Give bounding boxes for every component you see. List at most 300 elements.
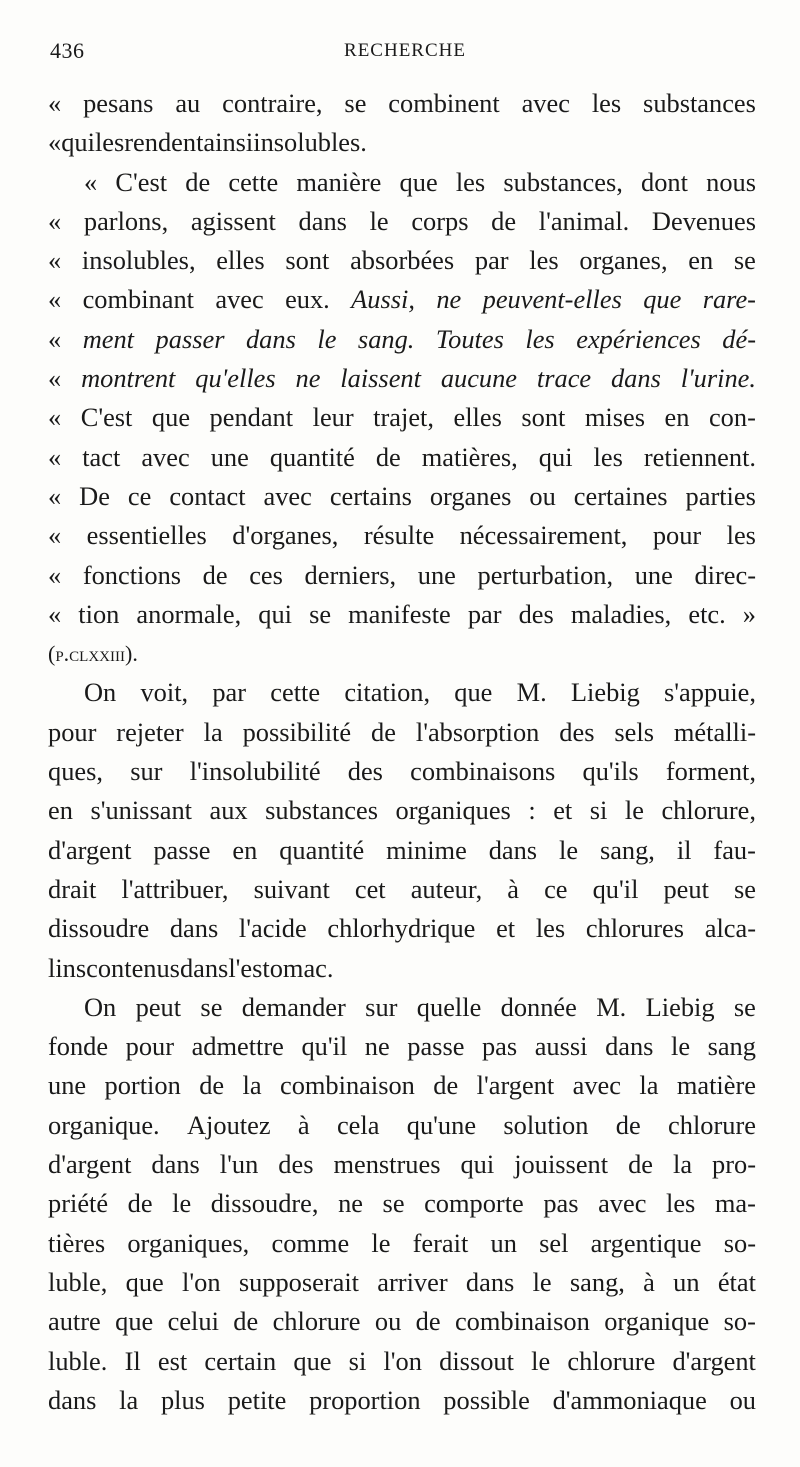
word: anormale,: [136, 598, 242, 629]
word: derniers,: [304, 559, 397, 590]
word: «: [48, 284, 62, 315]
word: chlorhydrique: [327, 913, 476, 944]
word: tières: [48, 1227, 106, 1258]
text-line: [48, 1184, 756, 1223]
word: retiennent.: [643, 441, 756, 472]
text-line: [48, 359, 756, 398]
word: arriver: [377, 1266, 448, 1297]
word: au: [175, 88, 201, 118]
word: suivant: [253, 873, 330, 904]
word: pas: [481, 1031, 518, 1062]
word: combinaisons: [410, 756, 556, 787]
word: se: [344, 88, 367, 118]
word: organiques: [395, 795, 511, 826]
word: l'insolubilité: [189, 756, 321, 787]
word: :: [528, 795, 536, 826]
word: auteur,: [410, 873, 483, 904]
text-line: [48, 398, 756, 437]
word: sel: [539, 1227, 569, 1258]
word: résulte: [363, 520, 435, 551]
word: maladies,: [570, 598, 672, 629]
word: sang,: [569, 1266, 625, 1297]
word: des: [559, 716, 595, 747]
word: possible: [443, 1384, 530, 1415]
word: manière: [296, 166, 382, 197]
word: ce: [127, 480, 152, 511]
word: elles: [216, 245, 265, 276]
word: dissoudre: [48, 913, 150, 944]
word: comporte: [424, 1188, 524, 1219]
word: dans: [605, 1031, 654, 1062]
word: des: [278, 1149, 314, 1180]
word: dans: [610, 363, 661, 394]
word: des: [347, 756, 383, 787]
word: alca-: [704, 913, 756, 944]
word: de: [491, 205, 517, 236]
word: sont: [521, 402, 566, 433]
word: qui: [538, 441, 573, 472]
word: parties: [685, 480, 756, 511]
word: à: [297, 1109, 310, 1140]
word: solution: [503, 1109, 589, 1140]
word: à: [643, 1266, 655, 1297]
text-line: [48, 1381, 756, 1420]
word: passe: [153, 834, 211, 865]
word: en: [688, 245, 714, 276]
word: combinaison: [454, 1306, 590, 1337]
word: ques,: [48, 756, 103, 787]
word: certains: [329, 480, 412, 511]
text-line: [48, 988, 756, 1027]
word: par: [467, 598, 502, 629]
word: les: [529, 245, 559, 276]
word: argentique: [590, 1227, 702, 1258]
word: corps: [411, 205, 469, 236]
word: jouissent: [514, 1149, 609, 1180]
word: en: [232, 834, 258, 865]
word: avec: [141, 441, 190, 472]
word: On: [84, 677, 117, 708]
word: d'argent: [48, 834, 132, 865]
word: luble.: [48, 1345, 108, 1376]
word: «: [48, 559, 62, 590]
word: fonde: [48, 1031, 109, 1062]
word: l'acide: [238, 913, 307, 944]
word: pesans: [83, 88, 154, 118]
word: qu'ils: [582, 756, 639, 787]
word: se: [733, 245, 756, 276]
word: substances,: [503, 166, 623, 197]
word: de: [185, 166, 211, 197]
word: etc.: [688, 598, 726, 629]
word: «: [48, 598, 62, 629]
word: le: [670, 1031, 691, 1062]
word: so-: [723, 1227, 756, 1258]
word: dissoudre,: [210, 1188, 319, 1219]
word: laissent: [340, 363, 421, 394]
text-line: [48, 752, 756, 791]
word: il: [676, 834, 692, 865]
word: pour: [652, 520, 702, 551]
word: les: [525, 323, 555, 354]
word: l'on: [383, 1345, 422, 1376]
word: (p.: [48, 641, 70, 667]
word: de: [199, 1070, 225, 1101]
word: avec: [521, 88, 570, 118]
word: so-: [723, 1306, 756, 1337]
word: dans: [48, 1384, 97, 1415]
word: pendant: [209, 402, 294, 433]
word: le: [317, 323, 337, 354]
word: rare-: [702, 284, 756, 315]
word: combinent: [388, 88, 500, 118]
word: avec: [598, 1188, 647, 1219]
word: M.: [516, 677, 547, 708]
word: comme: [271, 1227, 350, 1258]
word: sont: [285, 245, 330, 276]
word: Il: [124, 1345, 141, 1376]
text-line: [48, 634, 756, 673]
word: que: [399, 166, 438, 197]
word: tion: [78, 598, 120, 629]
text-line: [48, 556, 756, 595]
word: se: [382, 1188, 405, 1219]
word: absorbées: [350, 245, 455, 276]
word: l'attribuer,: [121, 873, 229, 904]
word: d'organes,: [232, 520, 339, 551]
word: admettre: [191, 1031, 284, 1062]
word: organes: [429, 480, 512, 511]
word: le: [532, 1266, 552, 1297]
word: les: [726, 520, 756, 551]
word: «: [48, 402, 62, 433]
word: sang.: [357, 323, 415, 354]
word: ne: [338, 1188, 363, 1219]
word: «: [48, 441, 62, 472]
word: sur: [130, 756, 163, 787]
word: cette: [270, 677, 321, 708]
word: l'on: [182, 1266, 221, 1297]
word: Toutes: [435, 323, 504, 354]
word: chlorure: [567, 1345, 656, 1376]
word: chlorure: [668, 1109, 756, 1140]
word: que: [454, 677, 493, 708]
word: la: [639, 1070, 659, 1101]
word: une: [417, 559, 456, 590]
word: fonctions: [82, 559, 182, 590]
word: dé-: [722, 323, 756, 354]
word: organiques,: [127, 1227, 250, 1258]
word: chlorures: [585, 913, 685, 944]
word: ment: [82, 323, 135, 354]
word: «: [48, 363, 62, 394]
word: possibilité: [242, 716, 352, 747]
word: la: [242, 1070, 262, 1101]
word: autre: [48, 1306, 101, 1337]
word: un: [490, 1227, 517, 1258]
word: une: [634, 559, 673, 590]
word: les: [665, 1188, 696, 1219]
word: «: [48, 205, 62, 236]
text-line: [48, 1027, 756, 1066]
word: qu'une: [406, 1109, 477, 1140]
word: la: [672, 1149, 693, 1180]
word: passe: [407, 1031, 465, 1062]
word: pas: [543, 1188, 579, 1219]
word: «: [48, 127, 62, 158]
word: dans: [179, 952, 229, 983]
text-line: [48, 831, 756, 870]
word: est: [157, 1345, 188, 1376]
word: peut: [663, 873, 709, 904]
word: portion: [104, 1070, 181, 1101]
word: l'estomac.: [228, 952, 334, 983]
word: De: [79, 480, 110, 511]
word: Aussi,: [351, 284, 415, 315]
word: citation,: [344, 677, 431, 708]
word: l'urine.: [680, 363, 756, 394]
running-head: [50, 38, 760, 72]
word: en: [664, 402, 690, 433]
word: l'absorption: [415, 716, 540, 747]
page-number: 436: [50, 38, 85, 63]
word: avec: [263, 480, 312, 511]
word: contact: [169, 480, 246, 511]
word: et: [553, 795, 573, 826]
word: pour: [125, 1031, 175, 1062]
word: de: [127, 1188, 153, 1219]
word: «: [48, 245, 62, 276]
word: parlons,: [83, 205, 169, 236]
word: fau-: [713, 834, 756, 865]
word: les: [591, 88, 622, 118]
word: Ajoutez: [187, 1109, 271, 1140]
word: celui: [167, 1306, 219, 1337]
text-line: [48, 477, 756, 516]
word: dans: [298, 205, 347, 236]
word: ferait: [412, 1227, 469, 1258]
word: l'argent: [476, 1070, 555, 1101]
word: pour: [48, 716, 97, 747]
word: «: [84, 166, 98, 197]
word: eux.: [285, 284, 330, 315]
text-line: [48, 673, 756, 712]
word: menstrues: [333, 1149, 441, 1180]
word: qui: [460, 1149, 495, 1180]
word: se: [734, 873, 756, 904]
word: matière: [676, 1070, 756, 1101]
word: que: [151, 402, 191, 433]
word: demander: [241, 991, 346, 1022]
word: l'animal.: [538, 205, 630, 236]
text-line: [48, 595, 756, 634]
word: C'est: [115, 166, 168, 197]
word: contenus: [86, 952, 180, 983]
text-line: [48, 1066, 756, 1105]
text-line: [48, 870, 756, 909]
word: «: [48, 323, 62, 354]
word: le: [624, 795, 644, 826]
word: dont: [641, 166, 688, 197]
word: trajet,: [373, 402, 434, 433]
word: tact: [82, 441, 121, 472]
text-line: [48, 949, 756, 988]
word: d'argent: [672, 1345, 756, 1376]
word: peut: [135, 991, 182, 1022]
text-line: [48, 1263, 756, 1302]
word: de: [233, 1306, 259, 1337]
word: M.: [596, 991, 627, 1022]
word: qu'il: [592, 873, 639, 904]
text-line: [48, 1342, 756, 1381]
text-line: [48, 791, 756, 830]
word: qu'elles: [195, 363, 276, 394]
word: les: [94, 127, 125, 158]
word: sang,: [599, 834, 655, 865]
word: état: [717, 1266, 756, 1297]
word: substances: [643, 88, 756, 118]
word: «: [48, 520, 62, 551]
word: aussi: [534, 1031, 588, 1062]
word: quantité: [279, 834, 365, 865]
word: de: [433, 1070, 459, 1101]
word: de: [615, 1109, 641, 1140]
word: cet: [354, 873, 386, 904]
word: de: [628, 1149, 653, 1180]
word: «: [48, 480, 62, 511]
word: agissent: [190, 205, 276, 236]
word: rejeter: [116, 716, 184, 747]
word: se: [309, 598, 332, 629]
word: direc-: [694, 559, 756, 590]
word: ou: [529, 480, 556, 511]
word: Liebig: [570, 677, 640, 708]
word: dissout: [439, 1345, 514, 1376]
word: d'ammoniaque: [552, 1384, 707, 1415]
word: proportion: [309, 1384, 421, 1415]
word: se: [200, 991, 223, 1022]
word: quantité: [269, 441, 355, 472]
word: matières,: [421, 441, 518, 472]
text-line: [48, 1106, 756, 1145]
word: qui: [61, 127, 95, 158]
word: quelle: [416, 991, 482, 1022]
word: mises: [584, 402, 646, 433]
text-line: [48, 713, 756, 752]
word: aux: [209, 795, 248, 826]
word: des: [518, 598, 554, 629]
word: organique: [604, 1306, 710, 1337]
word: voit,: [140, 677, 189, 708]
word: ou: [374, 1306, 402, 1337]
text-line: [48, 438, 756, 477]
word: aucune: [440, 363, 518, 394]
word: combinant: [82, 284, 194, 315]
word: »: [742, 598, 756, 629]
word: que: [643, 284, 682, 315]
word: donnée: [500, 991, 577, 1022]
word: par: [212, 677, 247, 708]
word: certain: [204, 1345, 277, 1376]
word: métalli-: [673, 716, 756, 747]
word: si: [348, 1345, 367, 1376]
word: On: [84, 991, 117, 1022]
word: la: [119, 1384, 139, 1415]
running-title: RECHERCHE: [344, 40, 466, 61]
text-line: [48, 909, 756, 948]
text-line: [48, 241, 756, 280]
word: certaines: [573, 480, 668, 511]
word: cette: [228, 166, 279, 197]
word: leur: [312, 402, 354, 433]
word: ne: [364, 1031, 390, 1062]
word: dans: [169, 913, 219, 944]
word: dans: [488, 834, 538, 865]
word: ainsi: [203, 127, 254, 158]
word: montrent: [81, 363, 176, 394]
text-line: [48, 84, 756, 123]
word: ce: [544, 873, 568, 904]
word: le: [531, 1345, 551, 1376]
text-line: [48, 163, 756, 202]
word: minime: [386, 834, 467, 865]
word: que: [293, 1345, 332, 1376]
word: ne: [436, 284, 462, 315]
word: clxxiii).: [69, 641, 138, 667]
word: une: [48, 1070, 87, 1101]
text-line: [48, 123, 756, 162]
word: le: [558, 834, 579, 865]
word: qui: [258, 598, 293, 629]
text-line: [48, 202, 756, 241]
word: s'unissant: [90, 795, 192, 826]
text-line: [48, 320, 756, 359]
word: s'appuie,: [664, 677, 756, 708]
word: si: [589, 795, 608, 826]
word: Devenues: [651, 205, 756, 236]
word: qu'il: [301, 1031, 348, 1062]
word: par: [474, 245, 509, 276]
word: manifeste: [348, 598, 451, 629]
body-text: [48, 84, 756, 1420]
word: combinaison: [280, 1070, 415, 1101]
word: de: [371, 716, 396, 747]
word: d'argent: [48, 1149, 132, 1180]
word: elles: [453, 402, 502, 433]
word: à: [507, 873, 519, 904]
word: les: [593, 441, 623, 472]
word: forment,: [665, 756, 756, 787]
word: passer: [155, 323, 225, 354]
word: de: [415, 1306, 441, 1337]
word: drait: [48, 873, 97, 904]
text-line: [48, 280, 756, 319]
word: con-: [708, 402, 756, 433]
word: avec: [572, 1070, 621, 1101]
word: que: [125, 1266, 164, 1297]
word: se: [733, 991, 756, 1022]
word: que: [115, 1306, 154, 1337]
word: perturbation,: [477, 559, 614, 590]
word: contraire,: [222, 88, 323, 118]
text-line: [48, 1224, 756, 1263]
text-line: [48, 1302, 756, 1341]
word: nécessairement,: [459, 520, 628, 551]
word: le: [172, 1188, 192, 1219]
word: cela: [336, 1109, 380, 1140]
word: les: [535, 913, 566, 944]
word: priété: [48, 1188, 109, 1219]
